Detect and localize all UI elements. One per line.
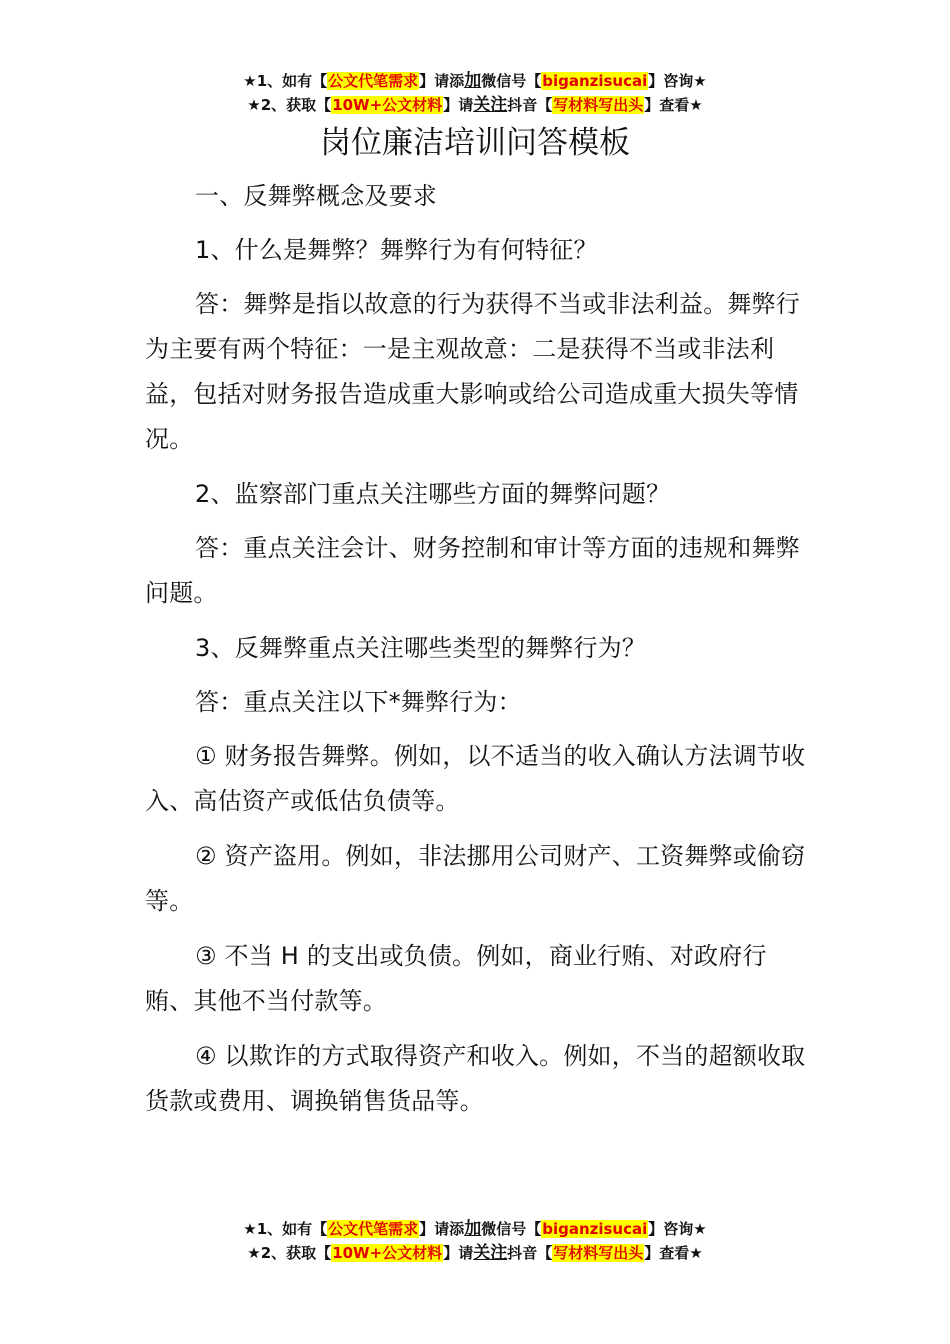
highlight-materials: 10W+公文材料 bbox=[332, 96, 443, 114]
banner-line-2 bbox=[0, 1241, 950, 1265]
list-item-2: ② 资产盗用。例如，非法挪用公司财产、工资舞弊或偷窃等。 bbox=[145, 842, 806, 915]
banner-line-2 bbox=[0, 93, 950, 117]
highlight-wechat-id: biganzisucai bbox=[542, 72, 648, 90]
document-title: 岗位廉洁培训问答模板 bbox=[320, 125, 630, 161]
question-2: 2、监察部门重点关注哪些方面的舞弊问题？ bbox=[195, 480, 671, 508]
banner-line-1 bbox=[0, 69, 950, 93]
highlight-service: 公文代笔需求 bbox=[328, 1220, 419, 1238]
banner-text: 】查看★ bbox=[644, 1244, 703, 1262]
banner-emphasis: 加 bbox=[464, 1219, 482, 1239]
answer-2: 答：重点关注会计、财务控制和审计等方面的违规和舞弊问题。 bbox=[145, 534, 800, 607]
banner-text: 】请 bbox=[443, 96, 474, 114]
banner-text: 】请添 bbox=[419, 72, 465, 90]
list-item-4: ④ 以欺诈的方式取得资产和收入。例如，不当的超额收取货款或费用、调换销售货品等。 bbox=[145, 1042, 806, 1115]
banner-text: 】咨询★ bbox=[648, 1220, 707, 1238]
banner-line-1 bbox=[0, 1217, 950, 1241]
highlight-service: 公文代笔需求 bbox=[328, 72, 419, 90]
top-banner bbox=[0, 69, 950, 117]
banner-text: ★2、获取【 bbox=[247, 96, 332, 114]
banner-text: 】请添 bbox=[419, 1220, 465, 1238]
banner-text: ★1、如有【 bbox=[243, 1220, 328, 1238]
highlight-wechat-id: biganzisucai bbox=[542, 1220, 648, 1238]
highlight-douyin-id: 写材料写出头 bbox=[553, 96, 644, 114]
highlight-douyin-id: 写材料写出头 bbox=[553, 1244, 644, 1262]
banner-emphasis: 加 bbox=[464, 71, 482, 91]
banner-emphasis: 关注 bbox=[473, 1243, 508, 1263]
highlight-materials: 10W+公文材料 bbox=[332, 1244, 443, 1262]
banner-text: 微信号【 bbox=[481, 72, 542, 90]
answer-3-intro: 答：重点关注以下*舞弊行为： bbox=[195, 688, 522, 716]
list-item-1: ① 财务报告舞弊。例如，以不适当的收入确认方法调节收入、高估资产或低估负债等。 bbox=[145, 742, 806, 815]
banner-text: ★2、获取【 bbox=[247, 1244, 332, 1262]
banner-text: 抖音【 bbox=[507, 1244, 553, 1262]
banner-text: 】咨询★ bbox=[648, 72, 707, 90]
banner-text: ★1、如有【 bbox=[243, 72, 328, 90]
question-3: 3、反舞弊重点关注哪些类型的舞弊行为？ bbox=[195, 634, 647, 662]
banner-text: 】查看★ bbox=[644, 96, 703, 114]
banner-text: 】请 bbox=[443, 1244, 474, 1262]
list-item-3: ③ 不当 H 的支出或负债。例如，商业行贿、对政府行贿、其他不当付款等。 bbox=[145, 942, 767, 1015]
answer-1: 答：舞弊是指以故意的行为获得不当或非法利益。舞弊行为主要有两个特征：一是主观故意：二是获得不当或非法利益，包括对财务报告造成重大影响或给公司造成重大损失等情况。 bbox=[145, 290, 800, 453]
question-1: 1、什么是舞弊？舞弊行为有何特征？ bbox=[195, 236, 598, 264]
bottom-banner bbox=[0, 1217, 950, 1265]
document-body bbox=[145, 174, 810, 1134]
section-heading: 一、反舞弊概念及要求 bbox=[195, 182, 437, 210]
banner-text: 微信号【 bbox=[481, 1220, 542, 1238]
banner-emphasis: 关注 bbox=[473, 95, 508, 115]
banner-text: 抖音【 bbox=[507, 96, 553, 114]
